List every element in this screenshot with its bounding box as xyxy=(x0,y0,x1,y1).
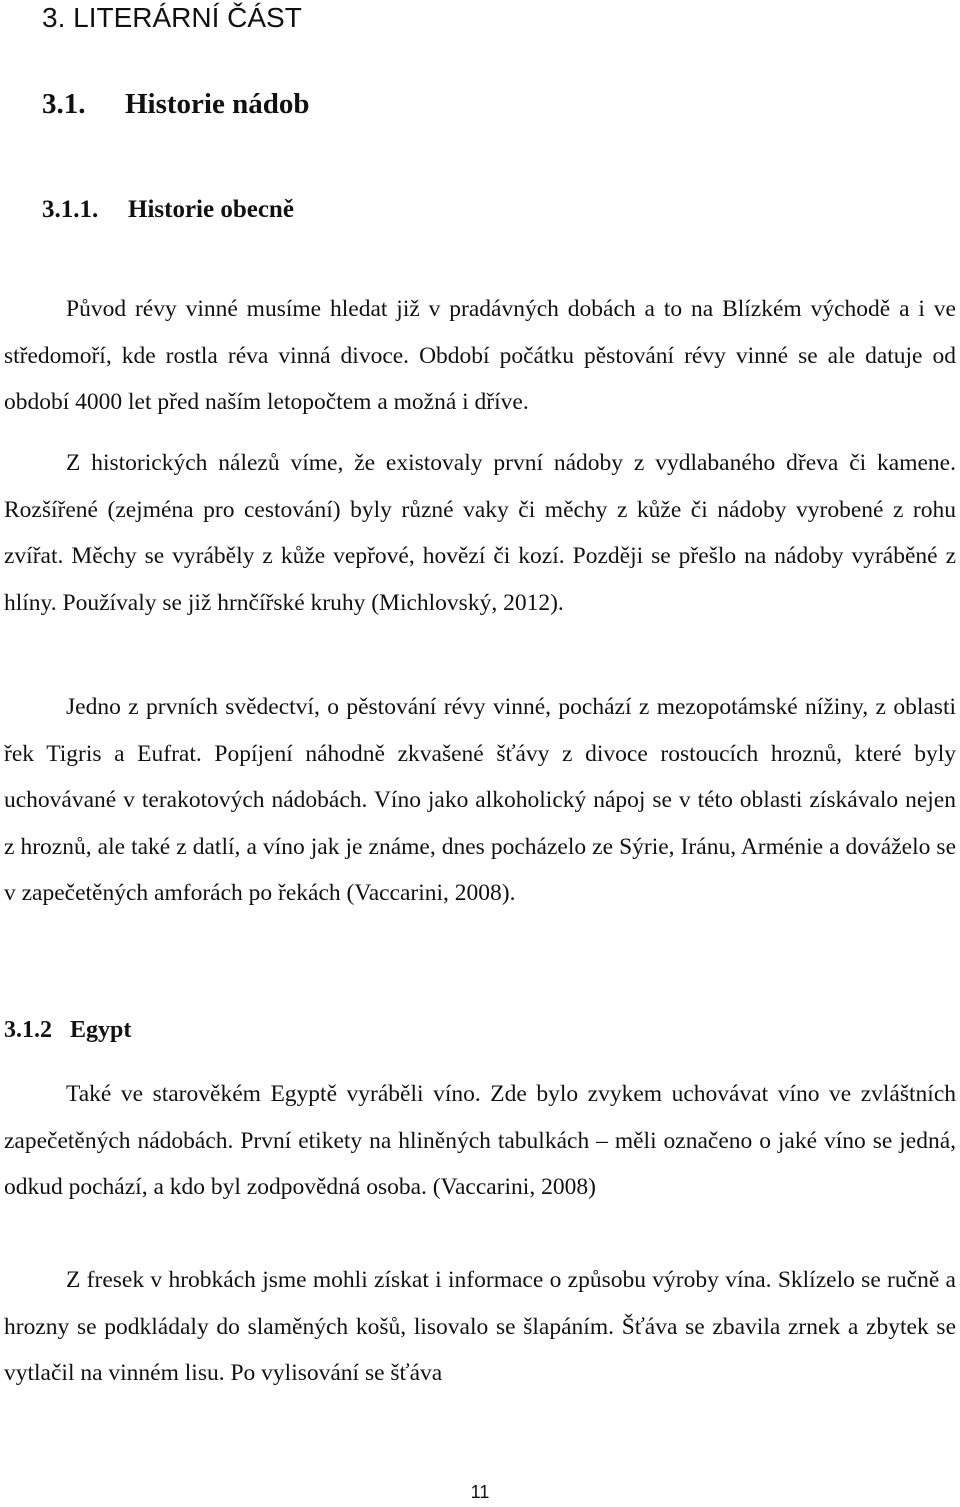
section-title: Historie nádob xyxy=(125,88,310,120)
section-heading xyxy=(42,88,310,121)
chapter-heading: 3. LITERÁRNÍ ČÁST xyxy=(42,2,302,33)
paragraph-vessels: Z historických nálezů víme, že existovaly první nádoby z vydlabaného dřeva či kamene. Rozšířené (zejména pro cestování) byly různé vaky či měchy z kůže či nádoby vyrobené z rohu zvířat. Měchy se vyráběly z kůže vepřové, hovězí či kozí. Později se přešlo na nádoby vyráběné z hlíny. Používaly se již hrnčířské kruhy (Michlovský, 2012). xyxy=(4,450,956,616)
subsection-number: 3.1.1. xyxy=(42,196,99,223)
paragraph-egypt-frescoes: Z fresek v hrobkách jsme mohli získat i informace o způsobu výroby vína. Sklízelo se ručně a hrozny se podkládaly do slaměných košů, lisovalo se šlapáním. Šťáva se zbavila zrnek a zbytek se vytlačil na vinném lisu. Po vylisování se šťáva xyxy=(4,1267,956,1386)
paragraph-egypt-wine: Také ve starověkém Egyptě vyráběli víno. Zde bylo zvykem uchovávat víno ve zvláštních zapečetěných nádobách. První etikety na hliněných tabulkách – měli označeno o jaké víno se jedná, odkud pochází, a kdo byl zodpovědná osoba. (Vaccarini, 2008) xyxy=(4,1081,956,1200)
subsection-egypt-number: 3.1.2 xyxy=(4,1017,52,1043)
paragraph-origin: Původ révy vinné musíme hledat již v pradávných dobách a to na Blízkém východě a i ve středomoří, kde rostla réva vinná divoce. Období počátku pěstování révy vinné se ale datuje od období 4000 let před naším letopočtem a možná i dříve. xyxy=(4,296,956,415)
section-number: 3.1. xyxy=(42,88,86,120)
paragraph-mesopotamia: Jedno z prvních svědectví, o pěstování révy vinné, pochází z mezopotámské nížiny, z oblasti řek Tigris a Eufrat. Popíjení náhodně zkvašené šťávy z divoce rostoucích hroznů, které byly uchovávané v terakotových nádobách. Víno jako alkoholický nápoj se v této oblasti získávalo nejen z hroznů, ale také z datlí, a víno jak je známe, dnes pocházelo ze Sýrie, Iránu, Arménie a dováželo se v zapečetěných amforách po řekách (Vaccarini, 2008). xyxy=(4,694,956,906)
subsection-egypt-title: Egypt xyxy=(70,1017,132,1043)
page-number: 11 xyxy=(470,1482,490,1502)
subsection-heading-egypt xyxy=(4,1017,131,1044)
subsection-title: Historie obecně xyxy=(128,196,294,223)
subsection-heading xyxy=(42,196,294,224)
